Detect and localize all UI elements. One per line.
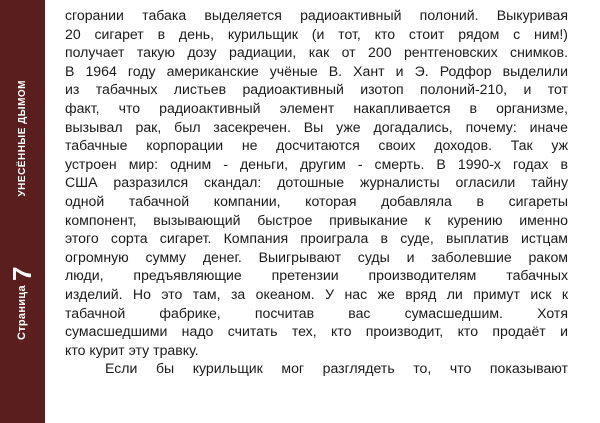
page-number: 7 [7, 266, 37, 282]
text-line: огромную сумму денег. Выигрывают суды и заболевшие раком [65, 248, 568, 265]
text-line: 20 сигарет в день, курильщик (и тот, кто стоит рядом с ним!) [65, 25, 568, 42]
text-line: устроен мир: одним - деньги, другим - смерть. В 1990-х годах в [65, 155, 568, 172]
text-line: одной табачной компании, которая добавляла в сигареты [65, 192, 568, 209]
page-label: Страница [16, 285, 28, 341]
text-line: В 1964 году американские учёные В. Хант и Э. Родфор выделили [65, 62, 568, 79]
text-line: из табачных листьев радиоактивный изотоп полоний-210, и тот [65, 81, 568, 98]
sidebar-rotated-label [9, 80, 35, 340]
text-line: этого сорта сигарет. Компания проиграла в суде, выплатив истцам [65, 230, 568, 247]
text-line: табачной фабрике, посчитав вас сумасшедшим. Хотя [65, 304, 568, 321]
text-line: факт, что радиоактивный элемент накапливается в организме, [65, 99, 568, 116]
text-line: США разразился скандал: дотошные журналисты огласили тайну [65, 174, 568, 191]
text-line: вызывал рак, был засекречен. Вы уже догадались, почему: иначе [65, 118, 568, 135]
text-line-paragraph-end: кто курит эту травку. [65, 341, 199, 358]
text-line: компонент, вызывающий быстрое привыкание к курению именно [65, 211, 568, 228]
text-line: получает такую дозу радиации, как от 200 рентгеновских снимков. [65, 44, 568, 61]
text-line: сгорании табака выделяется радиоактивный полоний. Выкуривая [65, 7, 568, 23]
page-sidebar [0, 0, 45, 423]
body-text [65, 6, 568, 378]
text-line: изделий. Но это там, за океаном. У нас же вряд ли примут иск к [65, 285, 568, 302]
text-line-paragraph-start: Если бы курильщик мог разглядеть то, что показывают [105, 360, 568, 377]
text-line: люди, предъявляющие претензии производителям табачных [65, 267, 568, 284]
section-title: УНЕСЁННЫЕ ДЫМОМ [16, 79, 28, 197]
text-line: сумасшедшими надо считать тех, кто производит, кто продаёт и [65, 323, 568, 340]
text-line: табачные корпорации не досчитаются своих доходов. Так уж [65, 137, 568, 154]
